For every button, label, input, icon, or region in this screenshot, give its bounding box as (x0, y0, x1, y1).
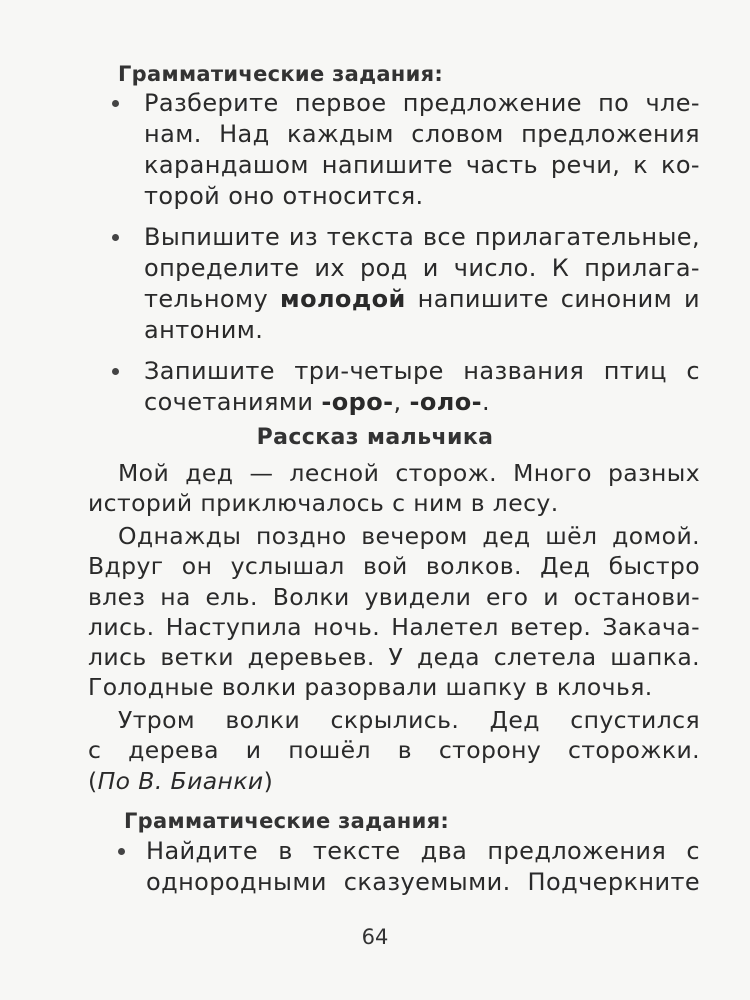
story-title: Рассказ мальчика (256, 425, 494, 450)
text-line: лись ветки деревьев. У деда слетела шапка. (88, 643, 700, 672)
text-run: тельному (144, 285, 269, 313)
story-source (88, 766, 700, 796)
text-line: Вдруг он услышал вой волков. Дед быстро (88, 552, 700, 581)
text-line: Найдите в тексте два предложения с (146, 837, 700, 865)
story-paragraph-1 (88, 458, 700, 519)
bold-word: молодой (280, 285, 406, 313)
text-line: однородными сказуемыми. Подчеркните (146, 868, 700, 896)
text-run: . (482, 388, 491, 416)
text-line (144, 387, 700, 418)
text-line: влез на ель. Волки увидели его и останови- (88, 582, 700, 611)
tasks-list (110, 88, 700, 418)
bullet-icon (112, 100, 119, 107)
text-line (144, 284, 700, 315)
text-line: историй приключалось с ним в лесу. (88, 489, 559, 518)
task-item (116, 836, 700, 898)
bullet-icon (118, 848, 125, 855)
tasks-heading: Грамматические задания: (124, 809, 450, 833)
text-line: карандашом напишите часть речи, к ко- (144, 151, 700, 179)
source-author: По В. Бианки (97, 766, 264, 795)
text-run: напишите синоним и (417, 285, 701, 313)
text-line: нам. Над каждым словом предложения (144, 120, 700, 148)
text-line: торой оно относится. (144, 182, 424, 210)
page-number: 64 (361, 925, 389, 949)
text-line: Разберите первое предложение по чле- (144, 89, 700, 117)
text-line: Запишите три-четыре названия птиц с (144, 357, 700, 385)
text-run: ( (88, 766, 98, 795)
bold-word: -оло- (409, 388, 482, 416)
bullet-icon (112, 368, 119, 375)
tasks-heading: Грамматические задания: (118, 62, 444, 86)
bullet-icon (112, 234, 119, 241)
text-line: Голодные волки разорвали шапку в клочья. (88, 673, 653, 702)
text-line: Однажды поздно вечером дед шёл домой. (118, 522, 700, 550)
text-line: Выпишите из текста все прилагательные, (144, 223, 700, 251)
text-line: Утром волки скрылись. Дед спустился (118, 706, 700, 734)
text-run: сочетаниями (144, 388, 314, 416)
text-line: лись. Наступила ночь. Налетел ветер. Закача- (88, 612, 700, 641)
text-line: антоним. (144, 316, 264, 344)
story-paragraph-3 (88, 705, 700, 796)
text-line: с дерева и пошёл в сторону сторожки. (88, 736, 700, 765)
text-line: определите их род и число. К прилага- (144, 254, 700, 282)
text-run: , (393, 388, 402, 416)
task-item (110, 222, 700, 346)
bold-word: -оро- (321, 388, 394, 416)
task-item (110, 356, 700, 418)
tasks-list (116, 836, 700, 898)
story-paragraph-2 (88, 521, 700, 703)
text-line: Мой дед — лесной сторож. Много разных (118, 459, 700, 487)
text-run: ) (263, 766, 274, 795)
task-item (110, 88, 700, 212)
